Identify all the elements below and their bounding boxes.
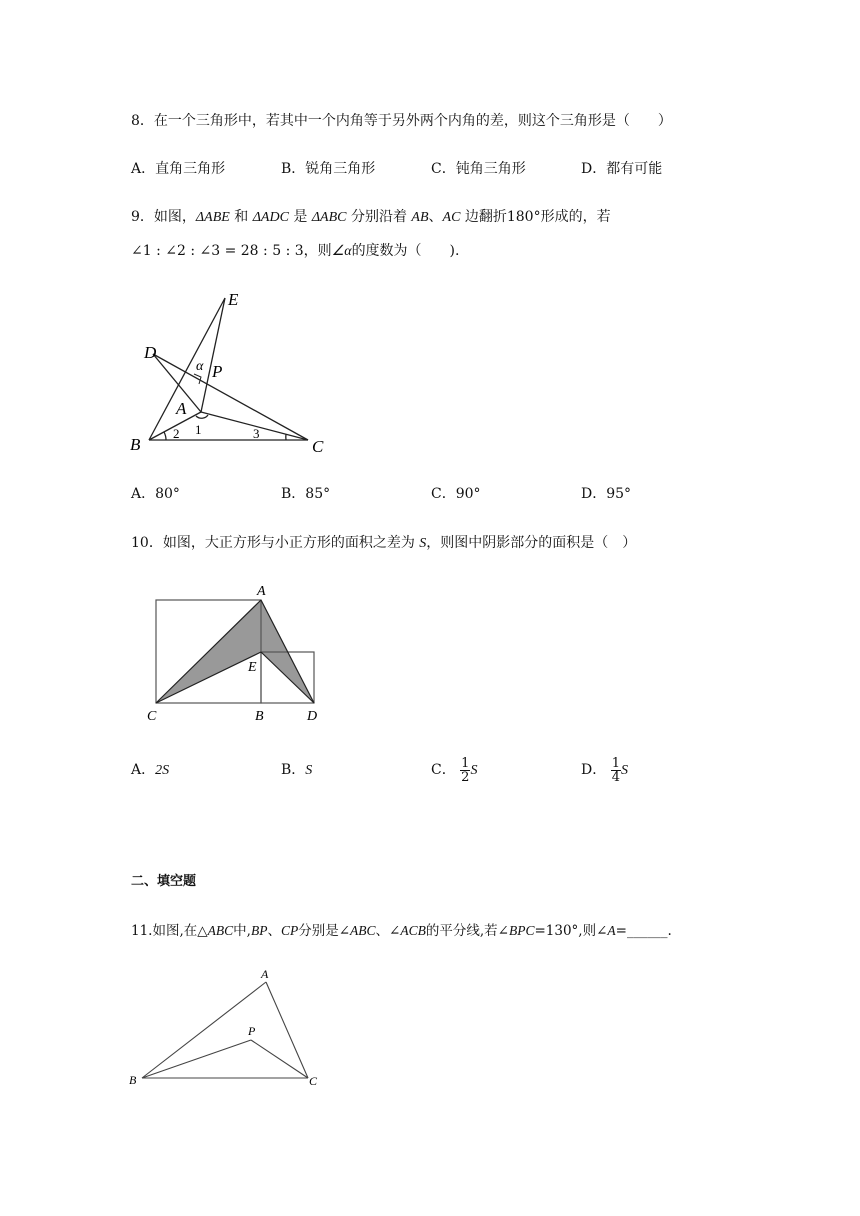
q9-label-2: 2 (173, 426, 180, 441)
q10-label-e: E (248, 660, 257, 675)
q8-option-a: A．直角三角形 (131, 161, 226, 177)
q11-stem: 11.如图,在△ABC中,BP、CP分别是∠ABC、∠ACB的平分线,若∠BPC=130°,则∠A=______. (131, 923, 672, 939)
q9-label-3: 3 (253, 426, 260, 441)
q9-option-c: C．90° (431, 486, 481, 502)
q8-option-d: D．都有可能 (581, 161, 663, 177)
q11-label-a: A (261, 967, 269, 981)
section-title-fill-in-blank: 二、填空题 (131, 874, 197, 889)
q9-stem-line1: 9．如图，ΔABE 和 ΔADC 是 ΔABC 分别沿着 AB、AC 边翻折180°形成的，若 (131, 209, 611, 225)
q9-label-1: 1 (195, 422, 202, 437)
q8-option-b: B．锐角三角形 (281, 161, 376, 177)
q9-label-d: D (144, 343, 157, 362)
fraction-one-quarter: $\frac{1}{4}$ (611, 755, 620, 785)
fraction-one-half: $\frac{1}{2}$ (461, 755, 470, 785)
q11-label-b: B (129, 1073, 137, 1087)
q10-label-c: C (147, 709, 157, 724)
q9-angle-ratio: ∠1 : ∠2 : ∠3 = 28 : 5 : 3 (131, 243, 304, 259)
q9-label-c: C (312, 437, 324, 456)
q8-option-c: C．钝角三角形 (431, 161, 526, 177)
q11-label-p: P (248, 1024, 256, 1038)
q9-option-d: D．95° (581, 486, 632, 502)
q11-label-c: C (309, 1074, 318, 1088)
q9-figure (128, 288, 348, 463)
q10-label-d: D (307, 709, 318, 724)
q10-label-b: B (255, 709, 264, 724)
q9-label-e: E (228, 290, 239, 309)
q10-option-a: A．2S (131, 762, 170, 778)
q9-stem-line2: ∠1 : ∠2 : ∠3 = 28 : 5 : 3，则∠α的度数为（ ). (131, 243, 460, 259)
q9-label-a: A (176, 399, 187, 418)
q10-option-c: C． $\frac{1}{2}$ S (431, 755, 478, 785)
q11-figure (124, 965, 334, 1090)
q10-label-a: A (257, 584, 266, 599)
q8-stem: 8．在一个三角形中，若其中一个内角等于另外两个内角的差，则这个三角形是（ ） (131, 113, 672, 129)
q9-label-alpha: α (196, 359, 204, 374)
q10-option-b: B．S (281, 762, 313, 778)
q9-option-b: B．85° (281, 486, 331, 502)
q9-label-b: B (130, 435, 141, 454)
q10-stem: 10．如图，大正方形与小正方形的面积之差为 S，则图中阴影部分的面积是（ ） (131, 535, 637, 551)
q10-figure (142, 580, 342, 730)
q9-label-p: P (212, 362, 223, 381)
q10-option-d: D． $\frac{1}{4}$ S (581, 755, 628, 785)
q9-option-a: A．80° (131, 486, 180, 502)
